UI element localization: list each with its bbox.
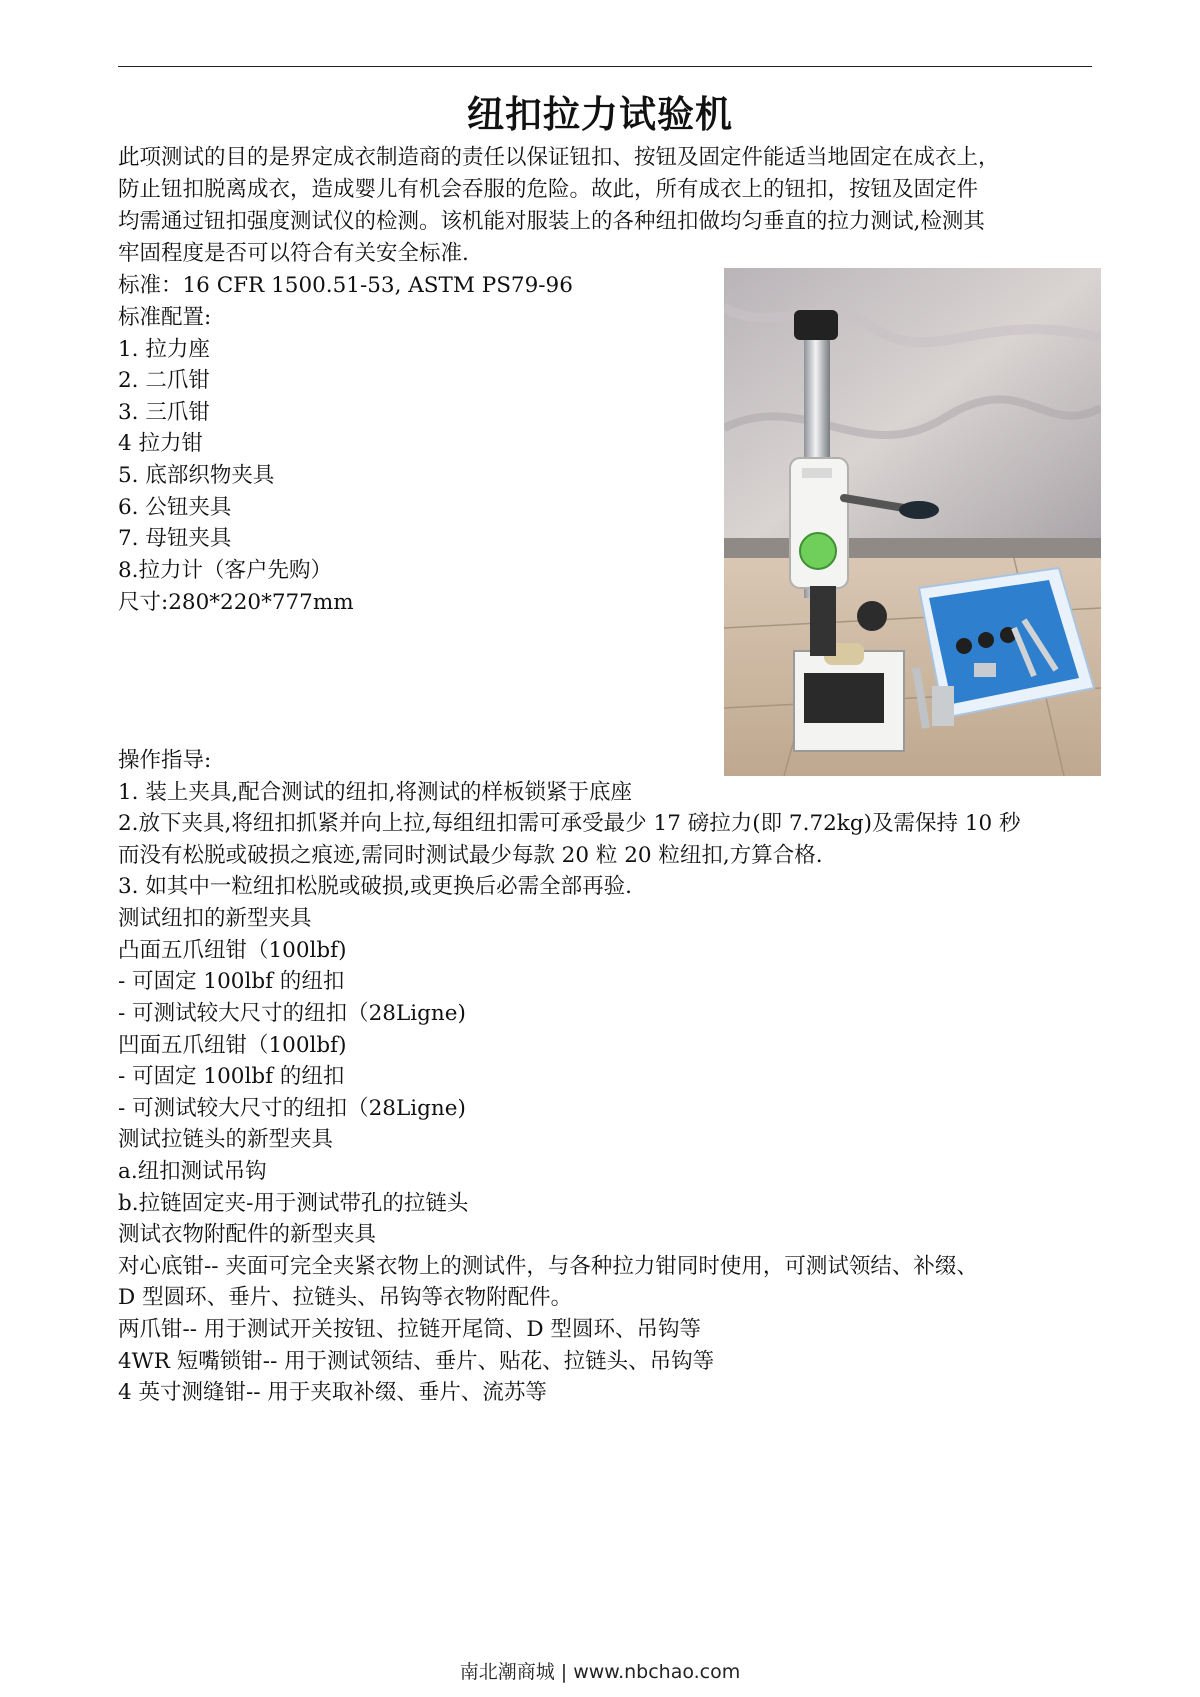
ops-line: - 可固定 100lbf 的纽扣 bbox=[118, 1064, 345, 1089]
ops-line: 凸面五爪纽钳（100lbf) bbox=[118, 938, 347, 963]
ops-line: D 型圆环、垂片、拉链头、吊钩等衣物附配件。 bbox=[118, 1285, 573, 1310]
top-rule bbox=[118, 66, 1092, 67]
intro-line: 均需通过钮扣强度测试仪的检测。该机能对服装上的各种纽扣做均匀垂直的拉力测试,检测其 bbox=[118, 209, 985, 234]
intro-line: 防止钮扣脱离成衣，造成婴儿有机会吞服的危险。故此，所有成衣上的钮扣，按钮及固定件 bbox=[118, 177, 979, 202]
ops-line: 4WR 短嘴锁钳-- 用于测试领结、垂片、贴花、拉链头、吊钩等 bbox=[118, 1349, 715, 1374]
config-item: 7. 母钮夹具 bbox=[118, 526, 232, 551]
ops-line: 而没有松脱或破损之痕迹,需同时测试最少每款 20 粒 20 粒纽扣,方算合格. bbox=[118, 843, 823, 868]
ops-line: b.拉链固定夹-用于测试带孔的拉链头 bbox=[118, 1191, 469, 1216]
ops-line: 1. 装上夹具,配合测试的纽扣,将测试的样板锁紧于底座 bbox=[118, 780, 633, 805]
ops-line: a.纽扣测试吊钩 bbox=[118, 1159, 267, 1184]
config-item: 6. 公钮夹具 bbox=[118, 495, 232, 520]
config-item: 3. 三爪钳 bbox=[118, 400, 210, 425]
dimensions-line: 尺寸:280*220*777mm bbox=[118, 590, 354, 615]
ops-line: 4 英寸测缝钳-- 用于夹取补缀、垂片、流苏等 bbox=[118, 1380, 547, 1405]
ops-line: - 可固定 100lbf 的纽扣 bbox=[118, 969, 345, 994]
intro-line: 牢固程度是否可以符合有关安全标准. bbox=[118, 241, 469, 266]
ops-line: 操作指导: bbox=[118, 748, 212, 773]
ops-line: 3. 如其中一粒纽扣松脱或破损,或更换后必需全部再验. bbox=[118, 874, 633, 899]
config-item: 4 拉力钳 bbox=[118, 431, 204, 456]
config-item: 1. 拉力座 bbox=[118, 337, 210, 362]
config-heading: 标准配置: bbox=[118, 305, 212, 330]
ops-line: 两爪钳-- 用于测试开关按钮、拉链开尾筒、D 型圆环、吊钩等 bbox=[118, 1317, 701, 1342]
ops-line: 测试拉链头的新型夹具 bbox=[118, 1127, 334, 1152]
ops-line: - 可测试较大尺寸的纽扣（28Ligne) bbox=[118, 1096, 466, 1121]
ops-line: 凹面五爪纽钳（100lbf) bbox=[118, 1033, 347, 1058]
config-item: 2. 二爪钳 bbox=[118, 368, 210, 393]
ops-line: 对心底钳-- 夹面可完全夹紧衣物上的测试件，与各种拉力钳同时使用，可测试领结、补缀、 bbox=[118, 1254, 978, 1279]
ops-line: 测试衣物附配件的新型夹具 bbox=[118, 1222, 377, 1247]
footer: 南北潮商城 | www.nbchao.com bbox=[459, 1661, 741, 1683]
page-title: 纽扣拉力试验机 bbox=[467, 93, 733, 136]
ops-line: 测试纽扣的新型夹具 bbox=[118, 906, 312, 931]
config-item: 8.拉力计（客户先购） bbox=[118, 558, 333, 583]
ops-line: - 可测试较大尺寸的纽扣（28Ligne) bbox=[118, 1001, 466, 1026]
ops-line: 2.放下夹具,将纽扣抓紧并向上拉,每组纽扣需可承受最少 17 磅拉力(即 7.72kg)及需保持 10 秒 bbox=[118, 811, 1021, 836]
standard-line: 标准：16 CFR 1500.51-53, ASTM PS79-96 bbox=[118, 273, 573, 298]
config-item: 5. 底部织物夹具 bbox=[118, 463, 275, 488]
intro-line: 此项测试的目的是界定成衣制造商的责任以保证钮扣、按钮及固定件能适当地固定在成衣上， bbox=[118, 145, 1000, 170]
product-photo bbox=[724, 268, 1101, 776]
